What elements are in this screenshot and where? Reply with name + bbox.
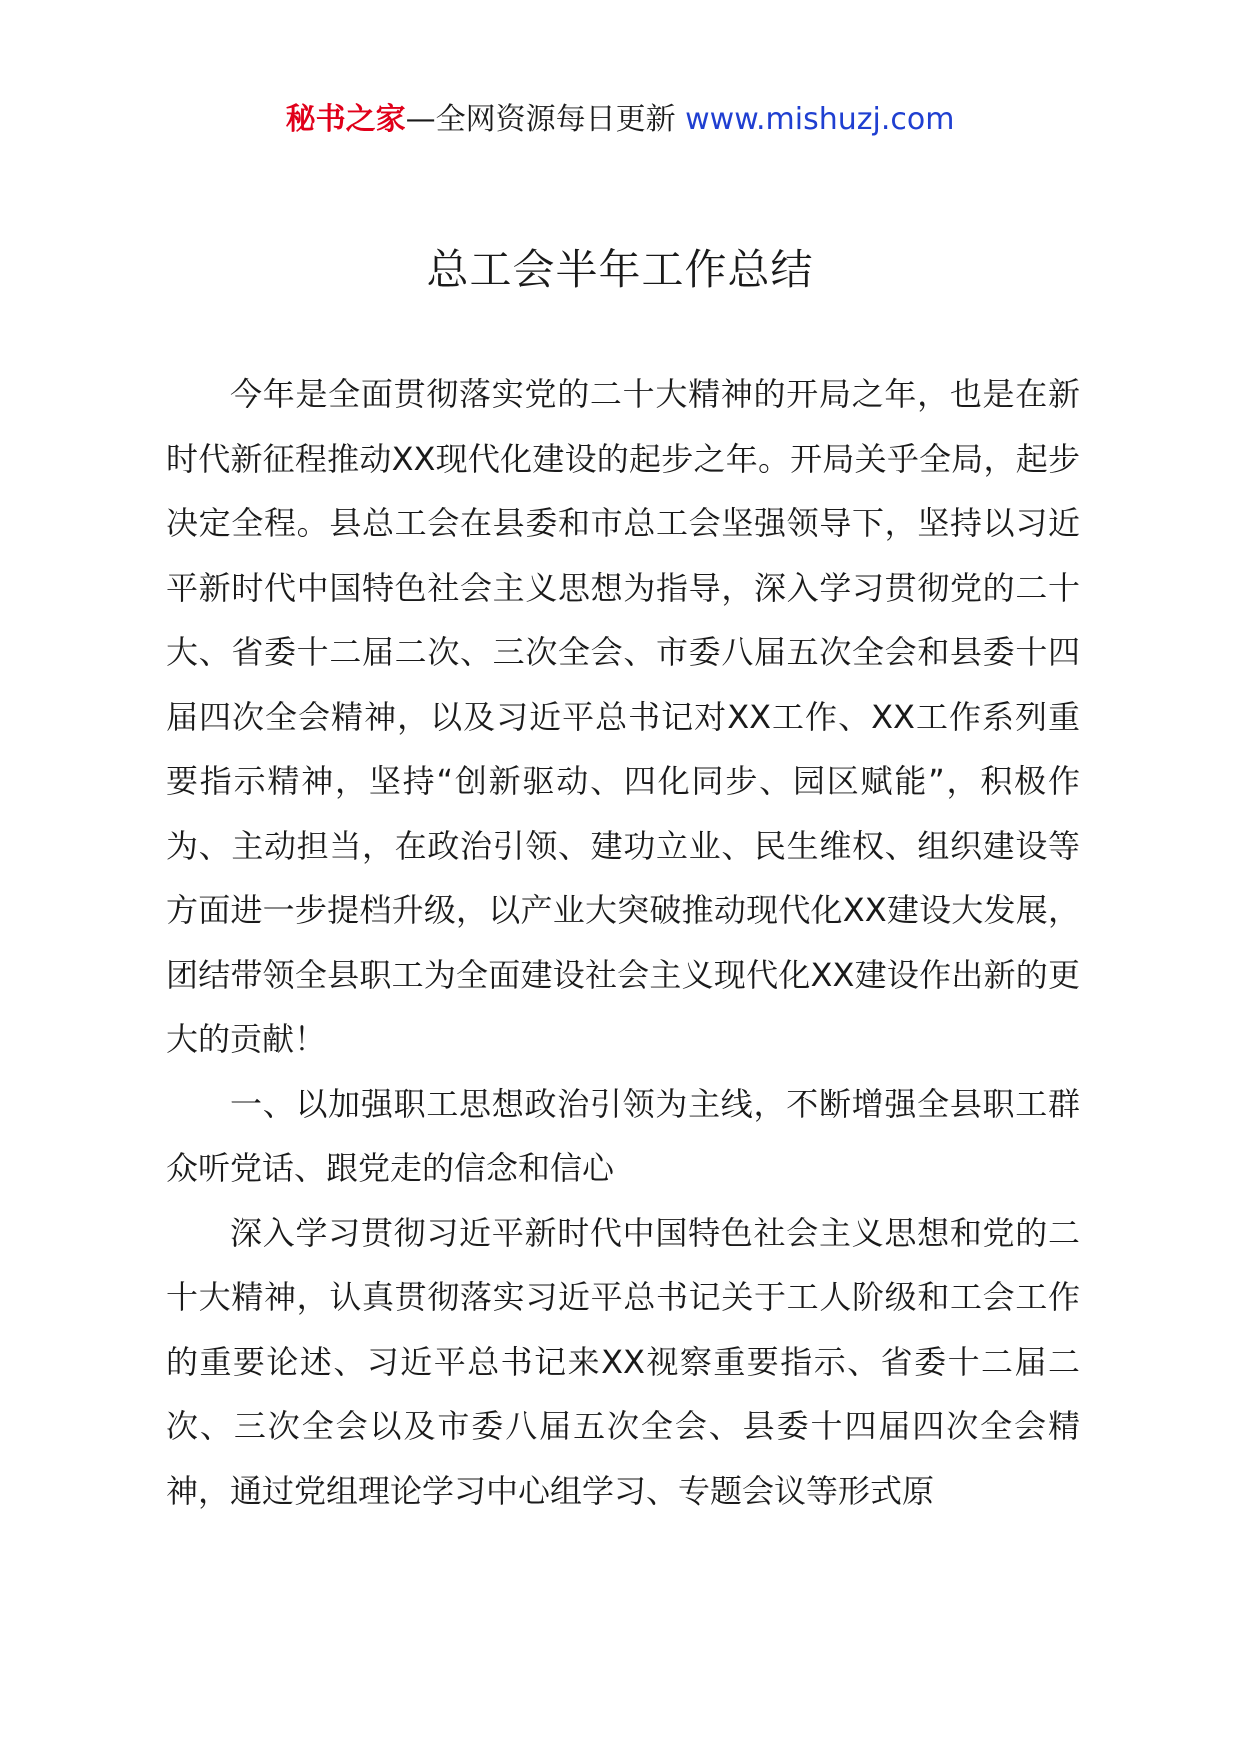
document-body <box>166 362 1080 1523</box>
document-title: 总工会半年工作总结 <box>426 245 814 294</box>
header-tagline: —全网资源每日更新 <box>405 102 676 137</box>
section-1-paragraph: 深入学习贯彻习近平新时代中国特色社会主义思想和党的二十大精神，认真贯彻落实习近平总书记关于工人阶级和工会工作的重要论述、习近平总书记来XX视察重要指示、省委十二届二次、三次全会以及市委八届五次全会、县委十四届四次全会精神，通过党组理论学习中心组学习、专题会议等形式原 <box>166 1213 1080 1510</box>
brand-name: 秘书之家 <box>285 102 406 137</box>
section-heading-1: 一、以加强职工思想政治引领为主线，不断增强全县职工群众听党话、跟党走的信念和信心 <box>166 1084 1080 1187</box>
intro-paragraph: 今年是全面贯彻落实党的二十大精神的开局之年，也是在新时代新征程推动XX现代化建设的起步之年。开局关乎全局，起步决定全程。县总工会在县委和市总工会坚强领导下，坚持以习近平新时代中国特色社会主义思想为指导，深入学习贯彻党的二十大、省委十二届二次、三次全会、市委八届五次全会和县委十四届四次全会精神，以及习近平总书记对XX工作、XX工作系列重要指示精神，坚持“创新驱动、四化同步、园区赋能”，积极作为、主动担当，在政治引领、建功立业、民生维权、组织建设等方面进一步提档升级，以产业大突破推动现代化XX建设大发展，团结带领全县职工为全面建设社会主义现代化XX建设作出新的更大的贡献！ <box>166 375 1080 1058</box>
site-url-link[interactable]: www.mishuzj.com <box>685 102 955 137</box>
site-header <box>0 98 1240 142</box>
